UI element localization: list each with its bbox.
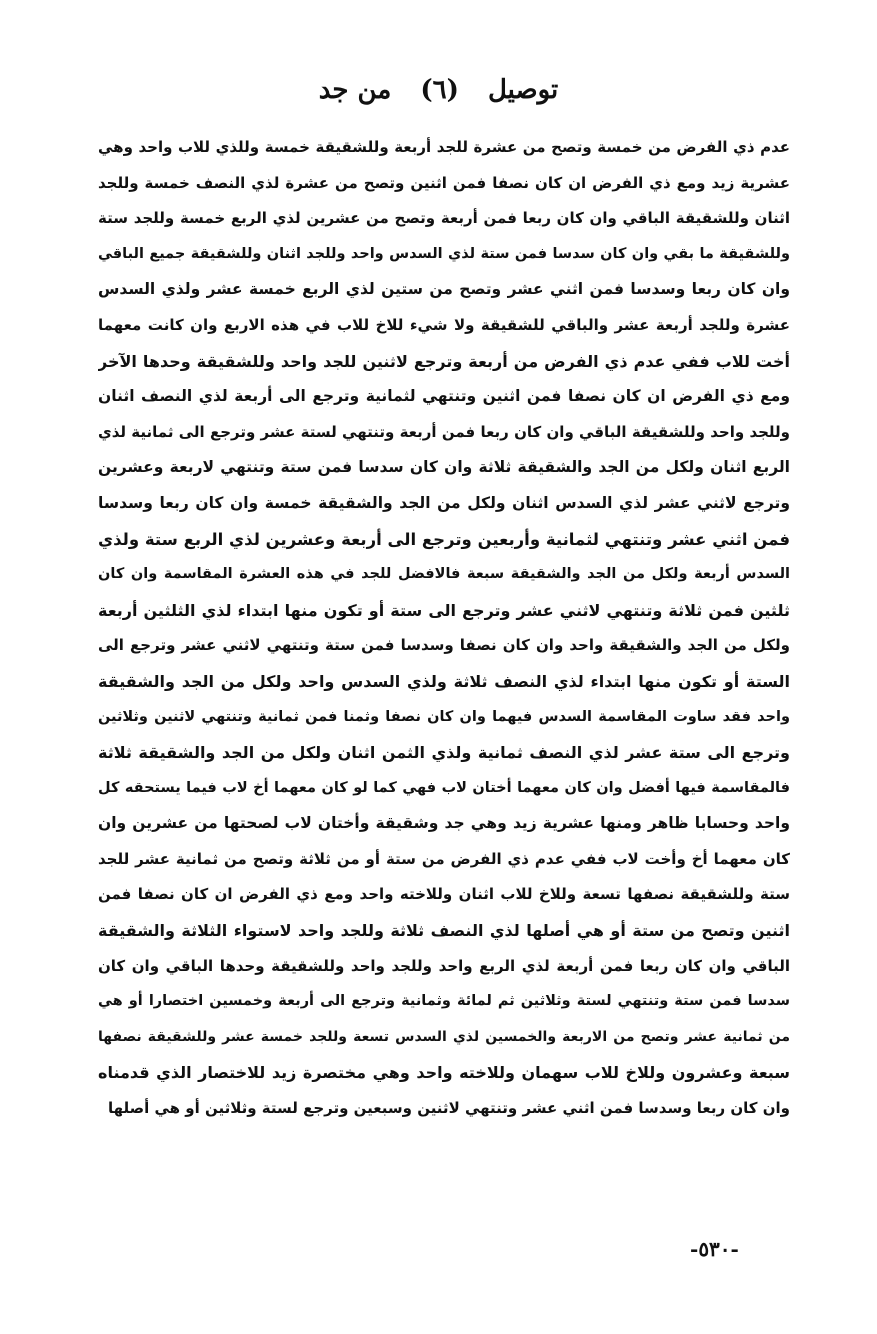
text-line: وللشقيقة ما بقي وان كان سدسا فمن ستة لذي السدس واحد وللجد اثنان وللشقيقة جميع الباقي — [98, 245, 790, 262]
text-line: أخت للاب ففي عدم ذي الفرض من أربعة وترجع لاثنين للجد واحد وللشقيقة وحدها الآخر — [98, 351, 790, 371]
body-text — [98, 130, 790, 1127]
text-line: فالمقاسمة فيها أفضل وان كان معهما أختان لاب فهي كما لو كان معهما أخ لاب فيما يستحقه كل — [98, 779, 790, 796]
text-line: واحد فقد ساوت المقاسمة السدس فيهما وان كان نصفا وثمنا فمن ثمانية وتنتهي لاثنين وثلاثين — [98, 708, 790, 725]
text-line: الربع اثنان ولكل من الجد والشقيقة ثلاثة وان كان سدسا فمن ستة وتنتهي لاربعة وعشرين — [98, 458, 790, 477]
text-line: السدس أربعة ولكل من الجد والشقيقة سبعة فالافضل للجد في هذه العشرة المقاسمة وان كان — [98, 566, 790, 583]
text-line: فمن اثني عشر وتنتهي لثمانية وأربعين وترجع الى أربعة وعشرين لذي الربع ستة ولذي — [98, 529, 790, 549]
text-line: عشرية زيد ومع ذي الفرض ان كان نصفا فمن اثنين وتصح من عشرة لذي النصف خمسة وللجد — [98, 173, 790, 192]
text-line: عشرة وللجد أربعة عشر والباقي للشقيقة ولا شيء للاخ للاب في هذه الاربع وان كانت معهما — [98, 315, 790, 334]
text-line: وللجد واحد وللشقيقة الباقي وان كان ربعا فمن أربعة وتنتهي لستة عشر وترجع الى ثمانية لذي — [98, 422, 790, 441]
text-line: عدم ذي الفرض من خمسة وتصح من عشرة للجد أربعة وللشقيقة خمسة وللذي للاب واحد وهي — [98, 138, 790, 156]
text-line: اثنان وللشقيقة الباقي وان كان ربعا فمن أربعة وتصح من عشرين لذي الربع خمسة وللجد ستة — [98, 209, 790, 228]
volume-title: من جد — [318, 75, 392, 105]
text-line: ثلثين فمن ثلاثة وتنتهي لاثني عشر وترجع الى ستة أو تكون منها ابتداء لذي الثلثين أربعة — [98, 600, 790, 620]
text-line: ومع ذي الفرض ان كان نصفا فمن اثنين وتنتهي لثمانية وترجع الى أربعة لذي النصف اثنان — [98, 387, 790, 406]
section-number: (٦) — [420, 75, 459, 105]
text-line: سبعة وعشرون وللاخ للاب سهمان وللاخته واحد وهي مختصرة زيد للاختصار الذي قدمناه — [98, 1063, 790, 1083]
section-title: توصيل — [487, 75, 559, 105]
text-line: ستة وللشقيقة نصفها تسعة وللاخ للاب اثنان وللاخته واحد ومع ذي الفرض ان كان نصفا فمن — [98, 885, 790, 904]
page-number: -٥٣٠- — [690, 1237, 739, 1261]
text-line: وترجع الى ستة عشر لذي النصف ثمانية ولذي الثمن اثنان ولكل من الجد والشقيقة ثلاثة — [98, 743, 790, 763]
text-line: اثنين وتصح من ستة أو هي أصلها لذي النصف ثلاثة وللجد واحد لاستواء الثلاثة والشقيقة — [98, 921, 790, 941]
text-line: من ثمانية عشر وتصح من الاربعة والخمسين لذي السدس تسعة وللجد خمسة عشر وللشقيقة نصفها — [98, 1028, 790, 1045]
text-line: الباقي وان كان ربعا فمن أربعة لذي الربع واحد وللجد واحد وللشقيقة وحدها الباقي وان كان — [98, 956, 790, 975]
text-line: سدسا فمن ستة وتنتهي لستة وثلاثين ثم لمائة وثمانية وترجع الى أربعة وخمسين اختصارا أو هي — [98, 993, 790, 1010]
text-line: وان كان ربعا وسدسا فمن اثني عشر وتنتهي لاثنين وسبعين وترجع لستة وثلاثين أو هي أصلها — [107, 1099, 790, 1118]
text-line: وترجع لاثني عشر لذي السدس اثنان ولكل من الجد والشقيقة خمسة وان كان ربعا وسدسا — [98, 493, 790, 512]
running-head — [0, 70, 877, 110]
text-line: كان معهما أخ وأخت لاب ففي عدم ذي الفرض من ستة أو من ثلاثة وتصح من ثمانية عشر للجد — [98, 849, 790, 868]
text-line: وان كان ربعا وسدسا فمن اثني عشر وتصح من ستين لذي الربع خمسة عشر ولذي السدس — [98, 280, 790, 299]
text-line: الستة أو تكون منها ابتداء لذي النصف ثلاثة ولذي السدس واحد ولكل من الجد والشقيقة — [98, 671, 790, 691]
text-line: ولكل من الجد والشقيقة واحد وان كان نصفا وسدسا فمن ستة وتنتهي لاثني عشر وترجع الى — [98, 636, 790, 655]
text-line: واحد وحسابا ظاهر ومنها عشرية زيد وهي جد وشقيقة وأختان لاب لصحتها من عشرين وان — [98, 814, 790, 833]
